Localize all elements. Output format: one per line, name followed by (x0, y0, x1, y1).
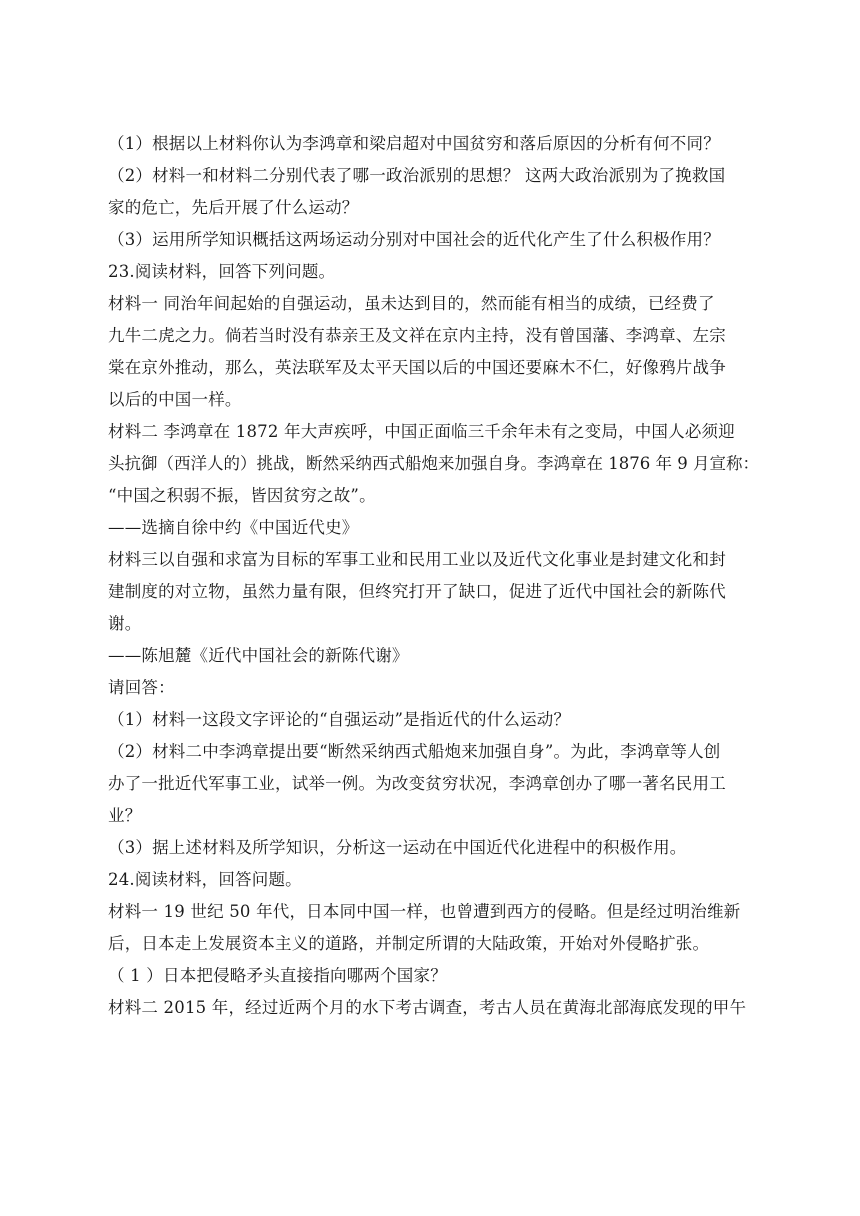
material-3-source: ——陈旭麓《近代中国社会的新陈代谢》 (108, 646, 409, 665)
material-1-line-3: 棠在京外推动，那么，英法联军及太平天国以后的中国还要麻木不仁，好像鸦片战争 (108, 358, 726, 377)
q23-sub-2-line-3: 业？ (108, 806, 142, 825)
q23-sub-2-line-1: （2）材料二中李鸿章提出要“断然采纳西式船炮来加强自身”。为此，李鸿章等人创 (108, 742, 721, 761)
question-24-heading: 24.阅读材料，回答问题。 (108, 870, 302, 889)
material-1-line-2: 九牛二虎之力。倘若当时没有恭亲王及文祥在京内主持，没有曾国藩、李鸿章、左宗 (108, 326, 726, 345)
material-1-line-4: 以后的中国一样。 (108, 390, 242, 409)
question-2-political-factions: （2）材料一和材料二分别代表了哪一政治派别的思想？ 这两大政治派别为了挽救国 (108, 166, 726, 185)
q23-sub-3: （3）据上述材料及所学知识，分析这一运动在中国近代化进程中的积极作用。 (108, 838, 687, 857)
q24-material-1-line-1: 材料一 19 世纪 50 年代，日本同中国一样，也曾遭到西方的侵略。但是经过明治维新 (108, 902, 741, 921)
q23-sub-1: （1）材料一这段文字评论的“自强运动”是指近代的什么运动？ (108, 710, 571, 729)
material-2-line-2: 头抗御（西洋人的）挑战，断然采纳西式船炮来加强自身。李鸿章在 1876 年 9 月宣称： (108, 454, 759, 473)
q24-sub-1: （ 1 ）日本把侵略矛头直接指向哪两个国家？ (108, 966, 447, 985)
document-body (108, 128, 768, 1024)
question-1-analysis-difference: （1）根据以上材料你认为李鸿章和梁启超对中国贫穷和落后原因的分析有何不同？ (108, 134, 720, 153)
q24-material-1-line-2: 后，日本走上发展资本主义的道路，并制定所谓的大陆政策，开始对外侵略扩张。 (108, 934, 710, 953)
material-2-line-1: 材料二 李鸿章在 1872 年大声疾呼，中国正面临三千余年未有之变局，中国人必须迎 (108, 422, 735, 441)
material-2-source: ——选摘自徐中约《中国近代史》 (108, 518, 359, 537)
material-3-line-3: 谢。 (108, 614, 142, 633)
answer-prompt: 请回答： (108, 678, 175, 697)
material-3-line-2: 建制度的对立物，虽然力量有限，但终究打开了缺口，促进了近代中国社会的新陈代 (108, 582, 726, 601)
question-2-continuation: 家的危亡，先后开展了什么运动？ (108, 198, 359, 217)
question-3-modernization-effect: （3）运用所学知识概括这两场运动分别对中国社会的近代化产生了什么积极作用？ (108, 230, 720, 249)
q24-material-2-line-1: 材料二 2015 年，经过近两个月的水下考古调查，考古人员在黄海北部海底发现的甲午 (108, 998, 747, 1017)
material-1-line-1: 材料一 同治年间起始的自强运动，虽未达到目的，然而能有相当的成绩，已经费了 (108, 294, 715, 313)
q23-sub-2-line-2: 办了一批近代军事工业，试举一例。为改变贫穷状况，李鸿章创办了哪一著名民用工 (108, 774, 726, 793)
material-2-quote: “中国之积弱不振，皆因贫穷之故”。 (108, 486, 376, 505)
material-3-line-1: 材料三以自强和求富为目标的军事工业和民用工业以及近代文化事业是封建文化和封 (108, 550, 726, 569)
question-23-heading: 23.阅读材料，回答下列问题。 (108, 262, 336, 281)
